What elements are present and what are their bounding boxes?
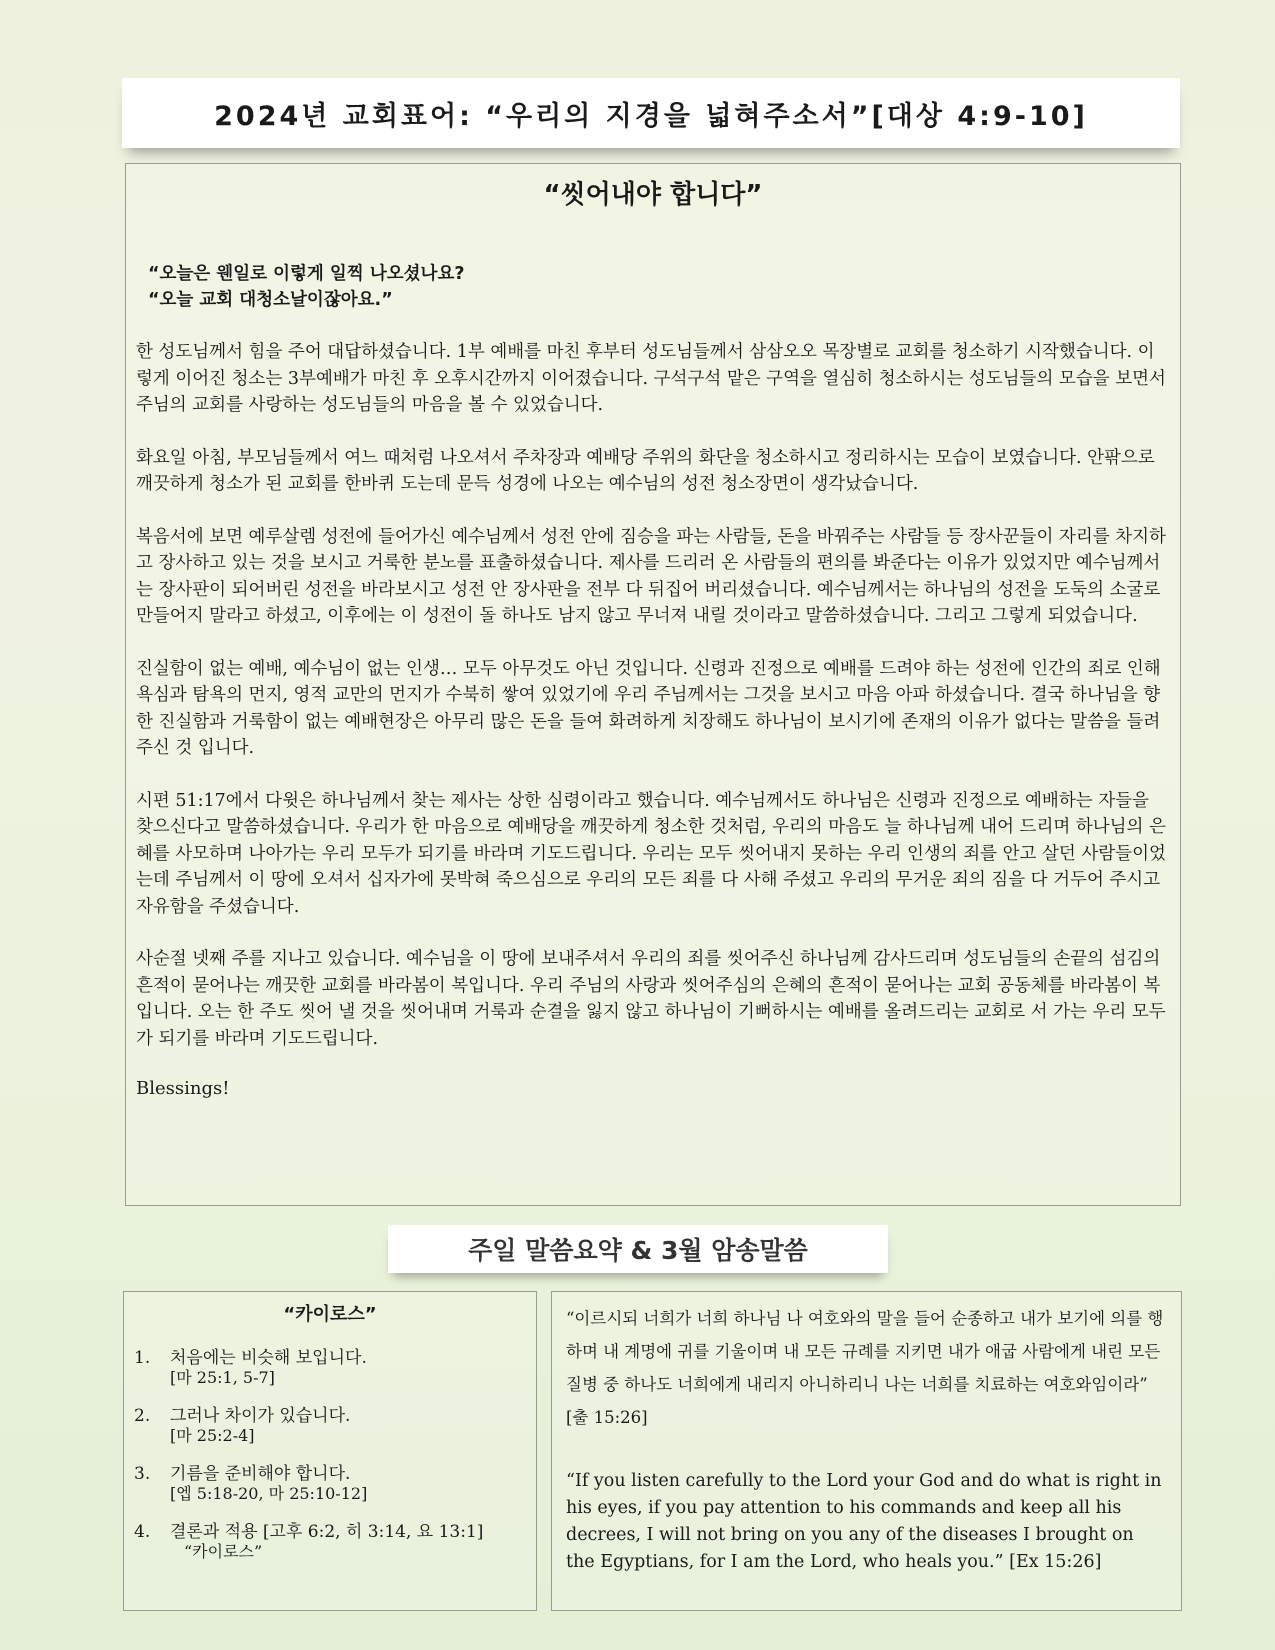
column-paragraph: 화요일 아침, 부모님들께서 여느 때처럼 나오셔서 주차장과 예배당 주위의 화단을 청소하시고 정리하시는 모습이 보였습니다. 안팎으로 깨끗하게 청소가 된 교회를 한바퀴 도는데 문득 성경에 나오는 예수님의 성전 청소장면이 생각났습니다.: [136, 447, 1155, 494]
section-title: 주일 말씀요약 & 3월 암송말씀: [468, 1236, 808, 1265]
outline-number: 1.: [134, 1348, 151, 1368]
motto-text: 2024년 교회표어: “우리의 지경을 넓혀주소서”[대상 4:9-10]: [214, 100, 1088, 132]
outline-reference: [마 25:1, 5-7]: [170, 1368, 275, 1387]
outline-item: [134, 1348, 536, 1388]
outline-number: 3.: [134, 1464, 151, 1484]
column-paragraph: 사순절 넷째 주를 지나고 있습니다. 예수님을 이 땅에 보내주셔서 우리의 죄를 씻어주신 하나님께 감사드리며 성도님들의 손끝의 섬김의 흔적이 묻어나는 깨끗한 교회를 바라봄이 복입니다. 우리 주님의 사랑과 씻어주심의 은혜의 흔적이 묻어나는 교회 공동체를 바라봄이 복입니다. 오는 한 주도 씻어 낼 것을 씻어내며 거룩과 순결을 잃지 않고 하나님이 기뻐하시는 예배를 올려드리는 교회로 서 가는 우리 모두가 되기를 바라며 기도드립니다.: [136, 949, 1166, 1049]
column-paragraph: 한 성도님께서 힘을 주어 대답하셨습니다. 1부 예배를 마친 후부터 성도님들께서 삼삼오오 목장별로 교회를 청소하기 시작했습니다. 이렇게 이어진 청소는 3부예배가 마친 후 오후시간까지 이어졌습니다. 구석구석 맡은 구역을 열심히 청소하시는 성도님들의 모습을 보면서 주님의 교회를 사랑하는 성도님들의 마음을 볼 수 있었습니다.: [136, 342, 1166, 415]
sermon-outline: [124, 1348, 536, 1562]
memory-verse-korean: “이르시되 너희가 너희 하나님 나 여호와의 말을 들어 순종하고 내가 보기에 의를 행하며 내 계명에 귀를 기울이며 내 모든 규례를 지키면 내가 애굽 사람에게 내린 모든 질병 중 하나도 너희에게 내리지 아니하리니 나는 너희를 치료하는 여호와임이라” [출 15:26]: [566, 1309, 1164, 1427]
sermon-title: “카이로스”: [283, 1304, 377, 1325]
motto-banner: [122, 78, 1180, 148]
column-title: “씻어내야 합니다”: [543, 180, 763, 210]
sermon-summary-box: [123, 1291, 537, 1611]
column-paragraph: 시편 51:17에서 다윗은 하나님께서 찾는 제사는 상한 심령이라고 했습니다. 예수님께서도 하나님은 신령과 진정으로 예배하는 자들을 찾으신다고 말씀하셨습니다. 우리가 한 마음으로 예배당을 깨끗하게 청소한 것처럼, 우리의 마음도 늘 하나님께 내어 드리며 하나님의 은혜를 사모하며 나아가는 우리 모두가 되기를 바라며 기도드립니다. 우리는 모두 씻어내지 못하는 우리 인생의 죄를 안고 살던 사람들이었는데 주님께서 이 땅에 오셔서 십자가에 못박혀 죽으심으로 우리의 모든 죄를 다 사해 주셨고 우리의 무거운 죄의 짐을 다 거두어 주시고 자유함을 주셨습니다.: [136, 790, 1166, 917]
outline-text: 처음에는 비슷해 보입니다.: [170, 1348, 367, 1368]
outline-text: 기름을 준비해야 합니다.: [170, 1464, 351, 1484]
outline-text: 결론과 적용 [고후 6:2, 히 3:14, 요 13:1]: [170, 1522, 484, 1542]
dialogue-line: “오늘은 웬일로 이렇게 일찍 나오셨나요?: [148, 264, 465, 284]
column-box: [125, 163, 1181, 1206]
section-banner: [388, 1225, 888, 1273]
memory-verse-box: [551, 1291, 1182, 1611]
outline-item: [134, 1522, 536, 1562]
outline-item: [134, 1464, 536, 1504]
outline-number: 2.: [134, 1406, 151, 1426]
dialogue-line: “오늘 교회 대청소날이잖아요.”: [148, 290, 393, 310]
opening-dialogue: [148, 261, 1180, 313]
outline-reference: “카이로스”: [184, 1542, 263, 1561]
column-closing: Blessings!: [136, 1078, 230, 1099]
outline-number: 4.: [134, 1522, 151, 1542]
outline-reference: [엡 5:18-20, 마 25:10-12]: [170, 1484, 368, 1503]
column-paragraph: 진실함이 없는 예배, 예수님이 없는 인생… 모두 아무것도 아닌 것입니다. 신령과 진정으로 예배를 드려야 하는 성전에 인간의 죄로 인해 욕심과 탐욕의 먼지, 영적 교만의 먼지가 수북히 쌓여 있었기에 우리 주님께서는 그것을 보시고 마음 아파 하셨습니다. 결국 하나님을 향한 진실함과 거룩함이 없는 예배현장은 아무리 많은 돈을 들여 화려하게 치장해도 하나님이 보시기에 존재의 이유가 없다는 말씀을 들려주신 것 입니다.: [136, 658, 1161, 758]
outline-reference: [마 25:2-4]: [170, 1426, 255, 1445]
memory-verse-english: “If you listen carefully to the Lord your God and do what is right in his eyes, if you pay attention to his commands and keep all his decrees, I will not bring on you any of the diseases I brought on the Egyptians, for I am the Lord, who heals you.” [Ex 15:26]: [566, 1471, 1162, 1572]
column-paragraph: 복음서에 보면 예루살렘 성전에 들어가신 예수님께서 성전 안에 짐승을 파는 사람들, 돈을 바꿔주는 사람들 등 장사꾼들이 자리를 차지하고 장사하고 있는 것을 보시고 거룩한 분노를 표출하셨습니다. 제사를 드리러 온 사람들의 편의를 봐준다는 이유가 있었지만 예수님께서는 장사판이 되어버린 성전을 바라보시고 성전 안 장사판을 전부 다 뒤집어 버리셨습니다. 예수님께서는 하나님의 성전을 도둑의 소굴로 만들어지 말라고 하셨고, 이후에는 이 성전이 돌 하나도 남지 않고 무너져 내릴 것이라고 말씀하셨습니다. 그리고 그렇게 되었습니다.: [136, 526, 1166, 626]
outline-item: [134, 1406, 536, 1446]
outline-text: 그러나 차이가 있습니다.: [170, 1406, 351, 1426]
